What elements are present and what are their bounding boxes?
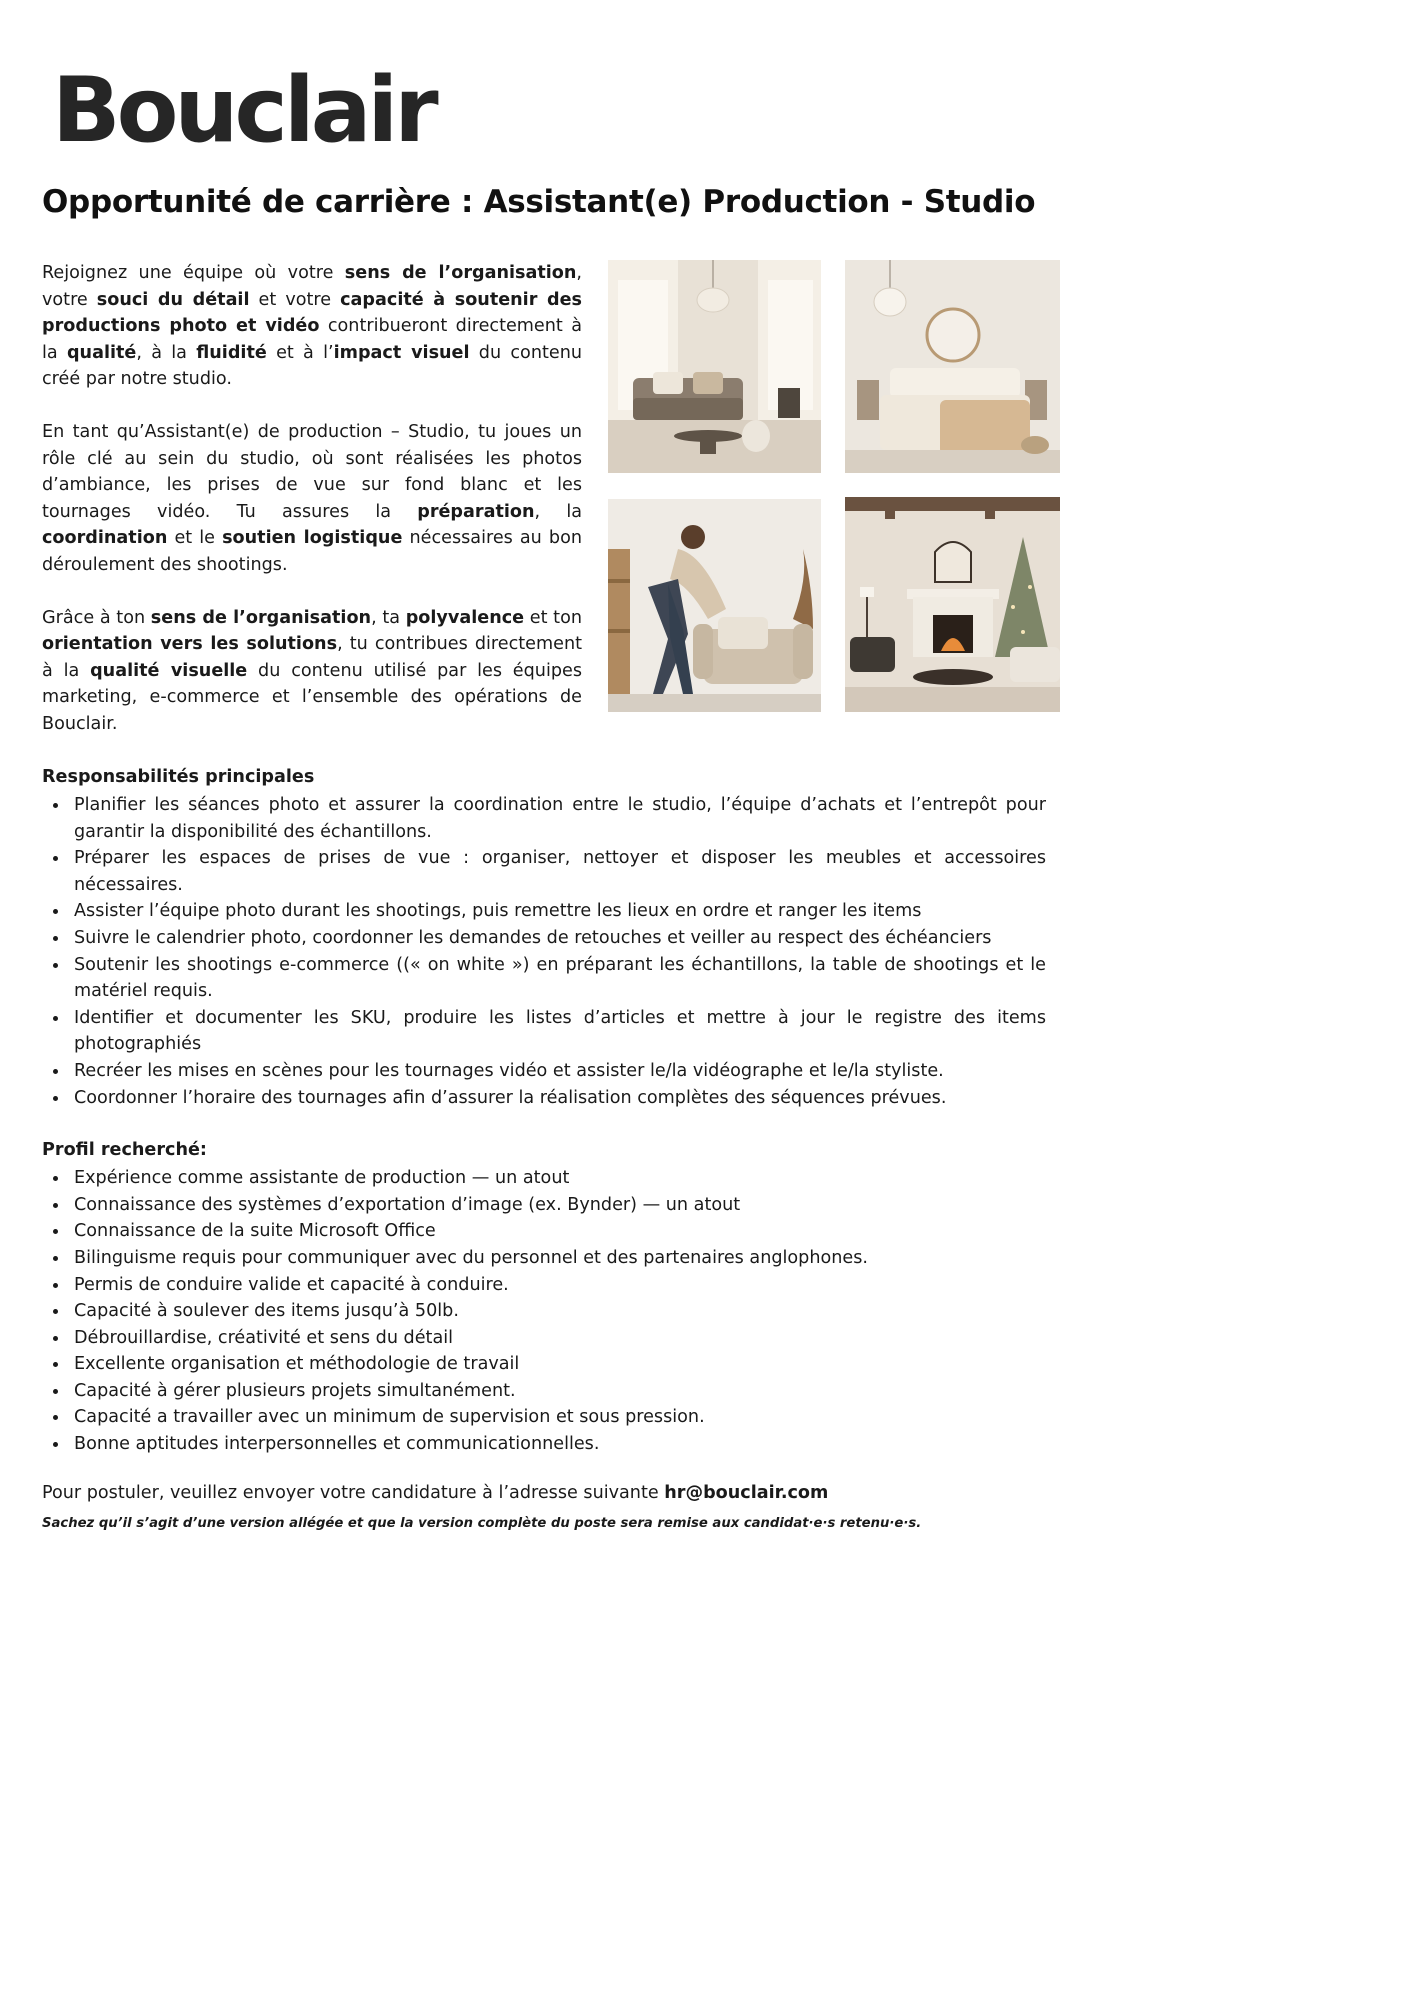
apply-instructions	[42, 1480, 1046, 1506]
list-item: Coordonner l’horaire des tournages afin d’assurer la réalisation complètes des séquences prévues.	[74, 1085, 1046, 1112]
apply-email[interactable]: hr@bouclair.com	[664, 1482, 829, 1503]
body-text: , à la	[136, 342, 197, 363]
apply-text: Pour postuler, veuillez envoyer votre candidature à l’adresse suivante	[42, 1482, 665, 1503]
page-title: Opportunité de carrière : Assistant(e) Production - Studio	[42, 184, 1036, 220]
body-text: , la	[534, 501, 582, 522]
list-item: Expérience comme assistante de production — un atout	[74, 1165, 1046, 1192]
body-text: , tu contribues directement à la	[42, 634, 582, 681]
list-item: Recréer les mises en scènes pour les tournages vidéo et assister le/la vidéographe et le/la styliste.	[74, 1058, 1046, 1085]
list-item: Capacité à gérer plusieurs projets simultanément.	[74, 1378, 1046, 1405]
list-item: Préparer les espaces de prises de vue : organiser, nettoyer et disposer les meubles et accessoires nécessaires.	[74, 845, 1046, 898]
list-item: Débrouillardise, créativité et sens du détail	[74, 1325, 1046, 1352]
woman-styling-armchair-photo	[608, 499, 821, 712]
profile-list	[42, 1165, 1046, 1458]
list-item: Identifier et documenter les SKU, produire les listes d’articles et mettre à jour le registre des items photographiés	[74, 1005, 1046, 1058]
body-text: Rejoignez une équipe où votre	[42, 263, 345, 283]
emphasis-text: qualité	[66, 342, 137, 363]
bedroom-photo	[845, 260, 1060, 473]
body-text: En tant qu’Assistant(e) de production – Studio, tu joues un rôle clé au sein du studio, où sont réalisées les photos d’ambiance, les prises de vue sur fond blanc et les tournages vidéo. Tu assures la	[42, 421, 582, 522]
emphasis-text: qualité visuelle	[90, 660, 248, 681]
living-room-photo	[608, 260, 821, 473]
body-text: et le	[167, 528, 223, 549]
responsibilities-list	[42, 792, 1046, 1111]
emphasis-text: préparation	[417, 501, 535, 522]
list-item: Connaissance des systèmes d’exportation d’image (ex. Bynder) — un atout	[74, 1192, 1046, 1219]
intro-paragraph	[42, 605, 582, 738]
intro-text	[42, 260, 582, 738]
list-item: Bonne aptitudes interpersonnelles et communicationnelles.	[74, 1431, 1046, 1458]
emphasis-text: polyvalence	[405, 607, 525, 628]
emphasis-text: orientation vers les solutions	[42, 634, 338, 655]
emphasis-text: fluidité	[196, 342, 267, 363]
list-item: Bilinguisme requis pour communiquer avec du personnel et des partenaires anglophones.	[74, 1245, 1046, 1272]
disclaimer-note: Sachez qu’il s’agit d’une version allégée et que la version complète du poste sera remise aux candidat·e·s retenu·e·s.	[42, 1515, 922, 1531]
intro-paragraph	[42, 419, 582, 579]
body-text: Grâce à ton	[42, 607, 151, 628]
body-text: nécessaires au bon déroulement des shootings.	[42, 528, 583, 575]
emphasis-text: coordination	[42, 528, 168, 549]
emphasis-text: soutien logistique	[222, 528, 403, 549]
body-text: et votre	[249, 289, 341, 310]
intro-section	[42, 260, 1046, 740]
body-text: , votre	[42, 263, 583, 310]
body-text: et ton	[524, 607, 582, 628]
list-item: Permis de conduire valide et capacité à conduire.	[74, 1272, 1046, 1299]
list-item: Connaissance de la suite Microsoft Office	[74, 1218, 1046, 1245]
emphasis-text: souci du détail	[96, 289, 250, 310]
brand-logo: Bouclair	[52, 58, 435, 163]
responsibilities-heading: Responsabilités principales	[42, 767, 315, 787]
list-item: Planifier les séances photo et assurer la coordination entre le studio, l’équipe d’achats et l’entrepôt pour garantir la disponibilité des échantillons.	[74, 792, 1046, 845]
body-text: et à l’	[266, 342, 334, 363]
list-item: Soutenir les shootings e-commerce ((« on white ») en préparant les échantillons, la table de shootings et le matériel requis.	[74, 952, 1046, 1005]
list-item: Suivre le calendrier photo, coordonner les demandes de retouches et veiller au respect des échéanciers	[74, 925, 1046, 952]
emphasis-text: impact visuel	[333, 342, 470, 363]
intro-paragraph	[42, 260, 582, 393]
profile-heading: Profil recherché:	[42, 1140, 207, 1161]
body-text: contribueront directement à la	[42, 316, 583, 363]
list-item: Assister l’équipe photo durant les shootings, puis remettre les lieux en ordre et ranger les items	[74, 898, 1046, 925]
list-item: Excellente organisation et méthodologie de travail	[74, 1351, 1046, 1378]
emphasis-text: sens de l’organisation	[344, 263, 577, 283]
list-item: Capacité a travailler avec un minimum de supervision et sous pression.	[74, 1404, 1046, 1431]
body-text: du contenu créé par notre studio.	[42, 342, 583, 390]
studio-photo-grid	[608, 260, 1060, 712]
holiday-living-room-photo	[845, 497, 1060, 712]
body-text: du contenu utilisé par les équipes marketing, e-commerce et l’ensemble des opérations de Bouclair.	[42, 660, 582, 734]
emphasis-text: capacité à soutenir des productions photo et vidéo	[42, 289, 582, 337]
emphasis-text: sens de l’organisation	[150, 607, 372, 628]
list-item: Capacité à soulever des items jusqu’à 50lb.	[74, 1298, 1046, 1325]
body-text: , ta	[371, 607, 406, 628]
